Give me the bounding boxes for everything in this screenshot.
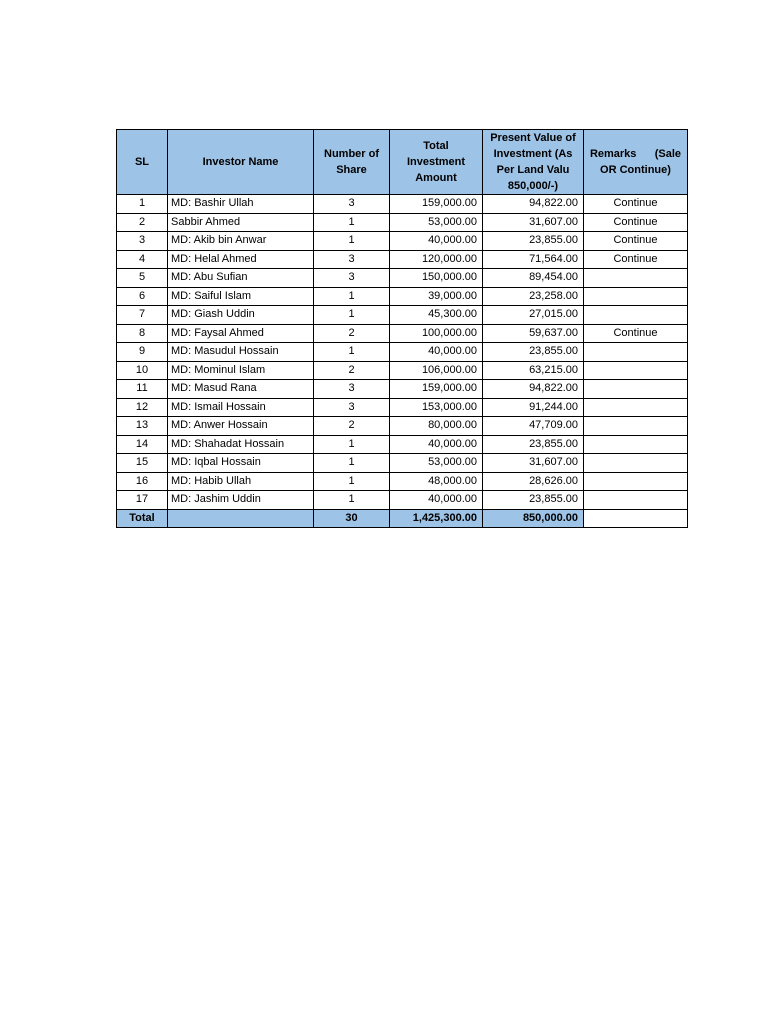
cell-total-investment: 40,000.00 [390, 435, 483, 454]
cell-total-investment: 45,300.00 [390, 306, 483, 325]
total-name-cell [168, 509, 314, 528]
cell-sl: 3 [117, 232, 168, 251]
cell-investor-name: MD: Abu Sufian [168, 269, 314, 288]
cell-number-of-share: 1 [314, 343, 390, 362]
cell-number-of-share: 2 [314, 324, 390, 343]
table-row [117, 343, 688, 362]
cell-present-value: 94,822.00 [483, 380, 584, 399]
cell-sl: 6 [117, 287, 168, 306]
cell-remarks: Continue [584, 250, 688, 269]
table-row [117, 306, 688, 325]
cell-number-of-share: 1 [314, 287, 390, 306]
cell-number-of-share: 1 [314, 435, 390, 454]
cell-total-investment: 40,000.00 [390, 343, 483, 362]
cell-sl: 7 [117, 306, 168, 325]
cell-sl: 15 [117, 454, 168, 473]
cell-number-of-share: 1 [314, 213, 390, 232]
cell-number-of-share: 1 [314, 472, 390, 491]
cell-investor-name: MD: Helal Ahmed [168, 250, 314, 269]
cell-total-investment: 159,000.00 [390, 380, 483, 399]
table-row [117, 398, 688, 417]
cell-remarks [584, 343, 688, 362]
cell-remarks [584, 454, 688, 473]
cell-total-investment: 106,000.00 [390, 361, 483, 380]
cell-number-of-share: 3 [314, 269, 390, 288]
cell-sl: 12 [117, 398, 168, 417]
cell-present-value: 23,855.00 [483, 343, 584, 362]
cell-sl: 4 [117, 250, 168, 269]
cell-number-of-share: 1 [314, 491, 390, 510]
cell-remarks: Continue [584, 213, 688, 232]
cell-sl: 14 [117, 435, 168, 454]
cell-present-value: 23,855.00 [483, 232, 584, 251]
header-present-value: Present Value of Investment (As Per Land Valu 850,000/-) [483, 130, 584, 195]
cell-present-value: 47,709.00 [483, 417, 584, 436]
cell-investor-name: MD: Jashim Uddin [168, 491, 314, 510]
cell-present-value: 89,454.00 [483, 269, 584, 288]
cell-present-value: 23,855.00 [483, 491, 584, 510]
table-row [117, 361, 688, 380]
cell-sl: 5 [117, 269, 168, 288]
cell-total-investment: 120,000.00 [390, 250, 483, 269]
cell-investor-name: MD: Masudul Hossain [168, 343, 314, 362]
cell-number-of-share: 2 [314, 417, 390, 436]
cell-remarks [584, 435, 688, 454]
cell-total-investment: 53,000.00 [390, 454, 483, 473]
cell-number-of-share: 3 [314, 250, 390, 269]
cell-remarks [584, 306, 688, 325]
header-number-of-share: Number of Share [314, 130, 390, 195]
cell-total-investment: 40,000.00 [390, 491, 483, 510]
cell-present-value: 23,855.00 [483, 435, 584, 454]
cell-number-of-share: 3 [314, 195, 390, 214]
cell-investor-name: MD: Saiful Islam [168, 287, 314, 306]
cell-number-of-share: 3 [314, 380, 390, 399]
cell-sl: 2 [117, 213, 168, 232]
cell-investor-name: Sabbir Ahmed [168, 213, 314, 232]
cell-sl: 10 [117, 361, 168, 380]
cell-sl: 9 [117, 343, 168, 362]
cell-sl: 8 [117, 324, 168, 343]
cell-present-value: 31,607.00 [483, 454, 584, 473]
cell-total-investment: 80,000.00 [390, 417, 483, 436]
total-investment: 1,425,300.00 [390, 509, 483, 528]
cell-present-value: 91,244.00 [483, 398, 584, 417]
cell-sl: 1 [117, 195, 168, 214]
cell-present-value: 31,607.00 [483, 213, 584, 232]
table-row [117, 417, 688, 436]
cell-remarks [584, 491, 688, 510]
cell-remarks [584, 380, 688, 399]
cell-sl: 11 [117, 380, 168, 399]
cell-sl: 17 [117, 491, 168, 510]
header-sl: SL [117, 130, 168, 195]
cell-remarks: Continue [584, 232, 688, 251]
cell-investor-name: MD: Faysal Ahmed [168, 324, 314, 343]
cell-investor-name: MD: Ismail Hossain [168, 398, 314, 417]
table-row [117, 380, 688, 399]
table-row [117, 250, 688, 269]
cell-sl: 16 [117, 472, 168, 491]
cell-investor-name: MD: Bashir Ullah [168, 195, 314, 214]
cell-remarks [584, 287, 688, 306]
header-remarks: Remarks (Sale OR Continue) [584, 130, 688, 195]
cell-investor-name: MD: Mominul Islam [168, 361, 314, 380]
table-row [117, 454, 688, 473]
cell-remarks [584, 361, 688, 380]
cell-investor-name: MD: Anwer Hossain [168, 417, 314, 436]
table-row [117, 195, 688, 214]
cell-present-value: 63,215.00 [483, 361, 584, 380]
cell-number-of-share: 1 [314, 454, 390, 473]
cell-total-investment: 159,000.00 [390, 195, 483, 214]
header-row [117, 130, 688, 195]
table-row [117, 472, 688, 491]
table-header [117, 130, 688, 195]
cell-total-investment: 40,000.00 [390, 232, 483, 251]
cell-sl: 13 [117, 417, 168, 436]
cell-remarks [584, 398, 688, 417]
table-row [117, 232, 688, 251]
cell-present-value: 23,258.00 [483, 287, 584, 306]
cell-present-value: 27,015.00 [483, 306, 584, 325]
cell-present-value: 59,637.00 [483, 324, 584, 343]
cell-present-value: 71,564.00 [483, 250, 584, 269]
cell-total-investment: 150,000.00 [390, 269, 483, 288]
cell-total-investment: 53,000.00 [390, 213, 483, 232]
cell-total-investment: 39,000.00 [390, 287, 483, 306]
cell-number-of-share: 2 [314, 361, 390, 380]
table-row [117, 491, 688, 510]
table-footer [117, 509, 688, 528]
cell-remarks: Continue [584, 195, 688, 214]
cell-total-investment: 100,000.00 [390, 324, 483, 343]
cell-investor-name: MD: Giash Uddin [168, 306, 314, 325]
cell-remarks [584, 417, 688, 436]
cell-remarks [584, 472, 688, 491]
header-total-investment: Total Investment Amount [390, 130, 483, 195]
cell-investor-name: MD: Iqbal Hossain [168, 454, 314, 473]
total-remarks-cell [584, 509, 688, 528]
cell-present-value: 28,626.00 [483, 472, 584, 491]
cell-total-investment: 153,000.00 [390, 398, 483, 417]
table-row [117, 435, 688, 454]
total-row [117, 509, 688, 528]
cell-remarks: Continue [584, 324, 688, 343]
table-row [117, 213, 688, 232]
cell-investor-name: MD: Shahadat Hossain [168, 435, 314, 454]
table-row [117, 287, 688, 306]
table-row [117, 269, 688, 288]
cell-investor-name: MD: Akib bin Anwar [168, 232, 314, 251]
cell-number-of-share: 1 [314, 232, 390, 251]
investor-table [116, 129, 688, 528]
total-shares: 30 [314, 509, 390, 528]
cell-total-investment: 48,000.00 [390, 472, 483, 491]
cell-investor-name: MD: Masud Rana [168, 380, 314, 399]
total-present-value: 850,000.00 [483, 509, 584, 528]
cell-remarks [584, 269, 688, 288]
table-body [117, 195, 688, 510]
cell-investor-name: MD: Habib Ullah [168, 472, 314, 491]
total-label: Total [117, 509, 168, 528]
cell-present-value: 94,822.00 [483, 195, 584, 214]
cell-number-of-share: 3 [314, 398, 390, 417]
header-investor-name: Investor Name [168, 130, 314, 195]
cell-number-of-share: 1 [314, 306, 390, 325]
table-row [117, 324, 688, 343]
